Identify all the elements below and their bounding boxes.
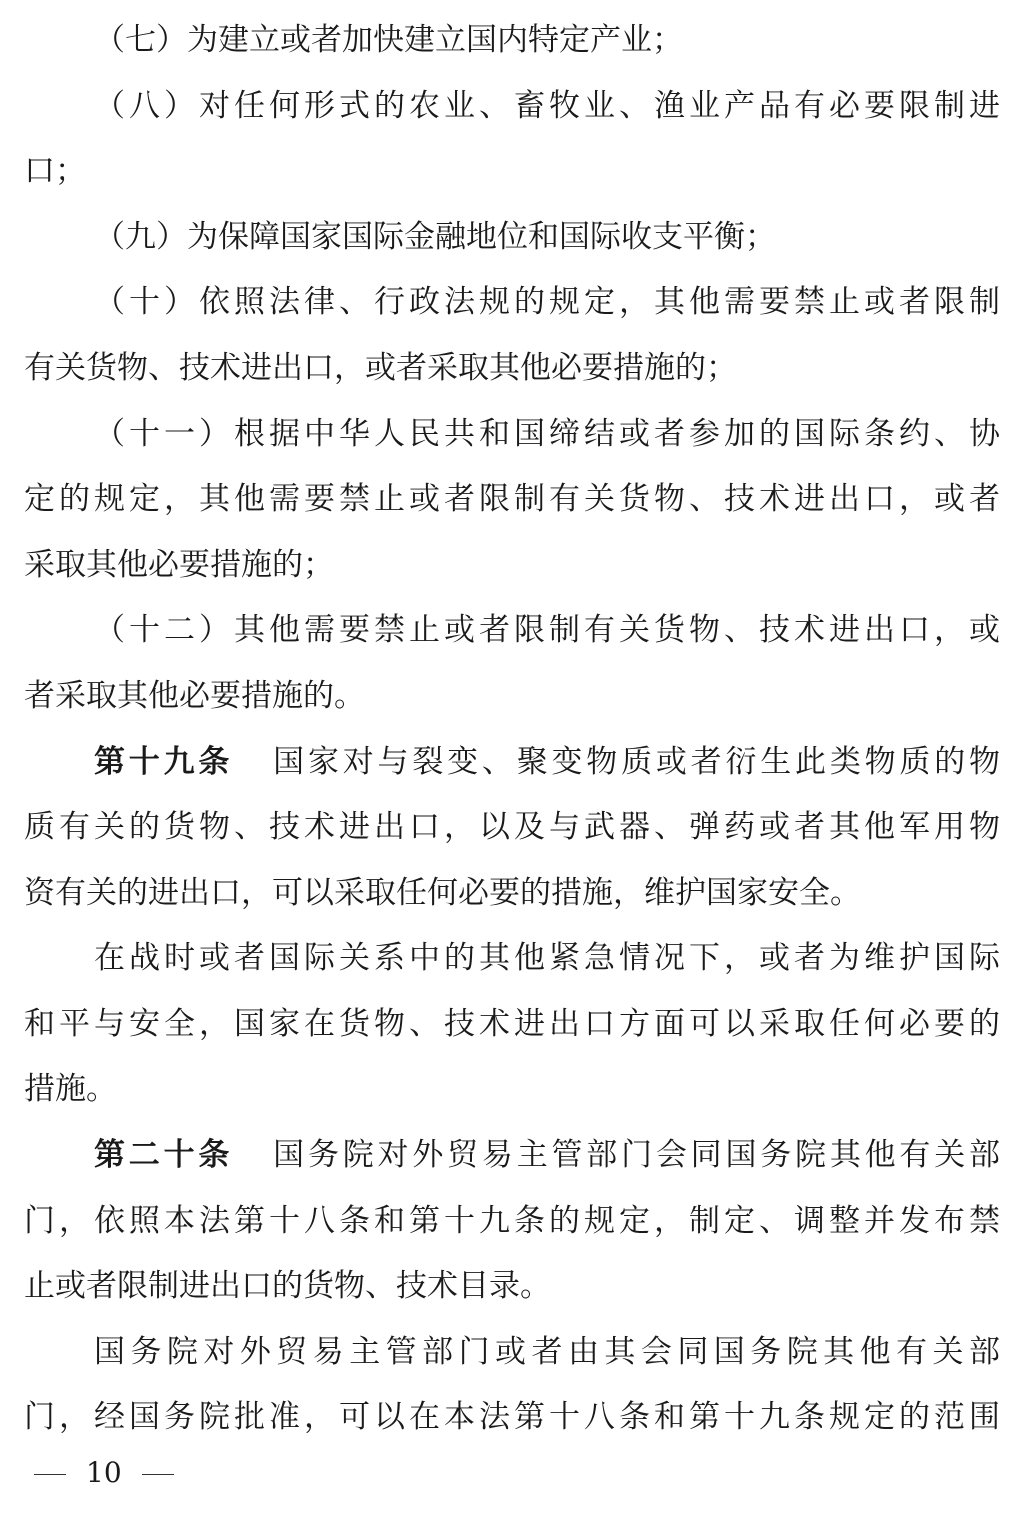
page-footer (34, 1453, 174, 1493)
paragraph-line: （七）为建立或者加快建立国内特定产业； (94, 22, 683, 58)
paragraph-line: 国务院对外贸易主管部门或者由其会同国务院其他有关部 (94, 1334, 1000, 1370)
paragraph-line: 门，依照本法第十八条和第十九条的规定，制定、调整并发布禁 (24, 1203, 1000, 1239)
paragraph-line: （八）对任何形式的农业、畜牧业、渔业产品有必要限制进 (94, 88, 1000, 124)
paragraph-line: 措施。 (24, 1071, 117, 1107)
paragraph-line: 止或者限制进出口的货物、技术目录。 (24, 1268, 551, 1304)
paragraph-line: （十）依照法律、行政法规的规定，其他需要禁止或者限制 (94, 284, 1000, 320)
paragraph-line: （十二）其他需要禁止或者限制有关货物、技术进出口，或 (94, 612, 1000, 648)
paragraph-line: 在战时或者国际关系中的其他紧急情况下，或者为维护国际 (94, 940, 1000, 976)
paragraph-line: 口； (24, 153, 86, 189)
paragraph-text: 国家对与裂变、聚变物质或者衍生此类物质的物 (273, 744, 1001, 780)
paragraph-line: （十一）根据中华人民共和国缔结或者参加的国际条约、协 (94, 416, 1000, 452)
paragraph-line: 采取其他必要措施的； (24, 547, 334, 583)
paragraph-line: 门，经国务院批准，可以在本法第十八条和第十九条规定的范围 (24, 1399, 1000, 1435)
paragraph-line: 和平与安全，国家在货物、技术进出口方面可以采取任何必要的 (24, 1006, 1000, 1042)
article-19-first-line (24, 737, 1000, 787)
paragraph-line: 质有关的货物、技术进出口，以及与武器、弹药或者其他军用物 (24, 809, 1000, 845)
page-number: 10 (86, 1456, 122, 1489)
paragraph-line: 者采取其他必要措施的。 (24, 678, 365, 714)
article-heading: 第十九条 (94, 744, 234, 780)
article-20-first-line (24, 1130, 1000, 1180)
article-heading: 第二十条 (94, 1137, 234, 1173)
footer-dash-left (34, 1474, 66, 1475)
paragraph-line: 定的规定，其他需要禁止或者限制有关货物、技术进出口，或者 (24, 481, 1000, 517)
paragraph-line: （九）为保障国家国际金融地位和国际收支平衡； (94, 219, 776, 255)
footer-dash-right (142, 1474, 174, 1475)
paragraph-text: 国务院对外贸易主管部门会同国务院其他有关部 (273, 1137, 1001, 1173)
paragraph-line: 资有关的进出口，可以采取任何必要的措施，维护国家安全。 (24, 875, 861, 911)
paragraph-line: 有关货物、技术进出口，或者采取其他必要措施的； (24, 350, 737, 386)
